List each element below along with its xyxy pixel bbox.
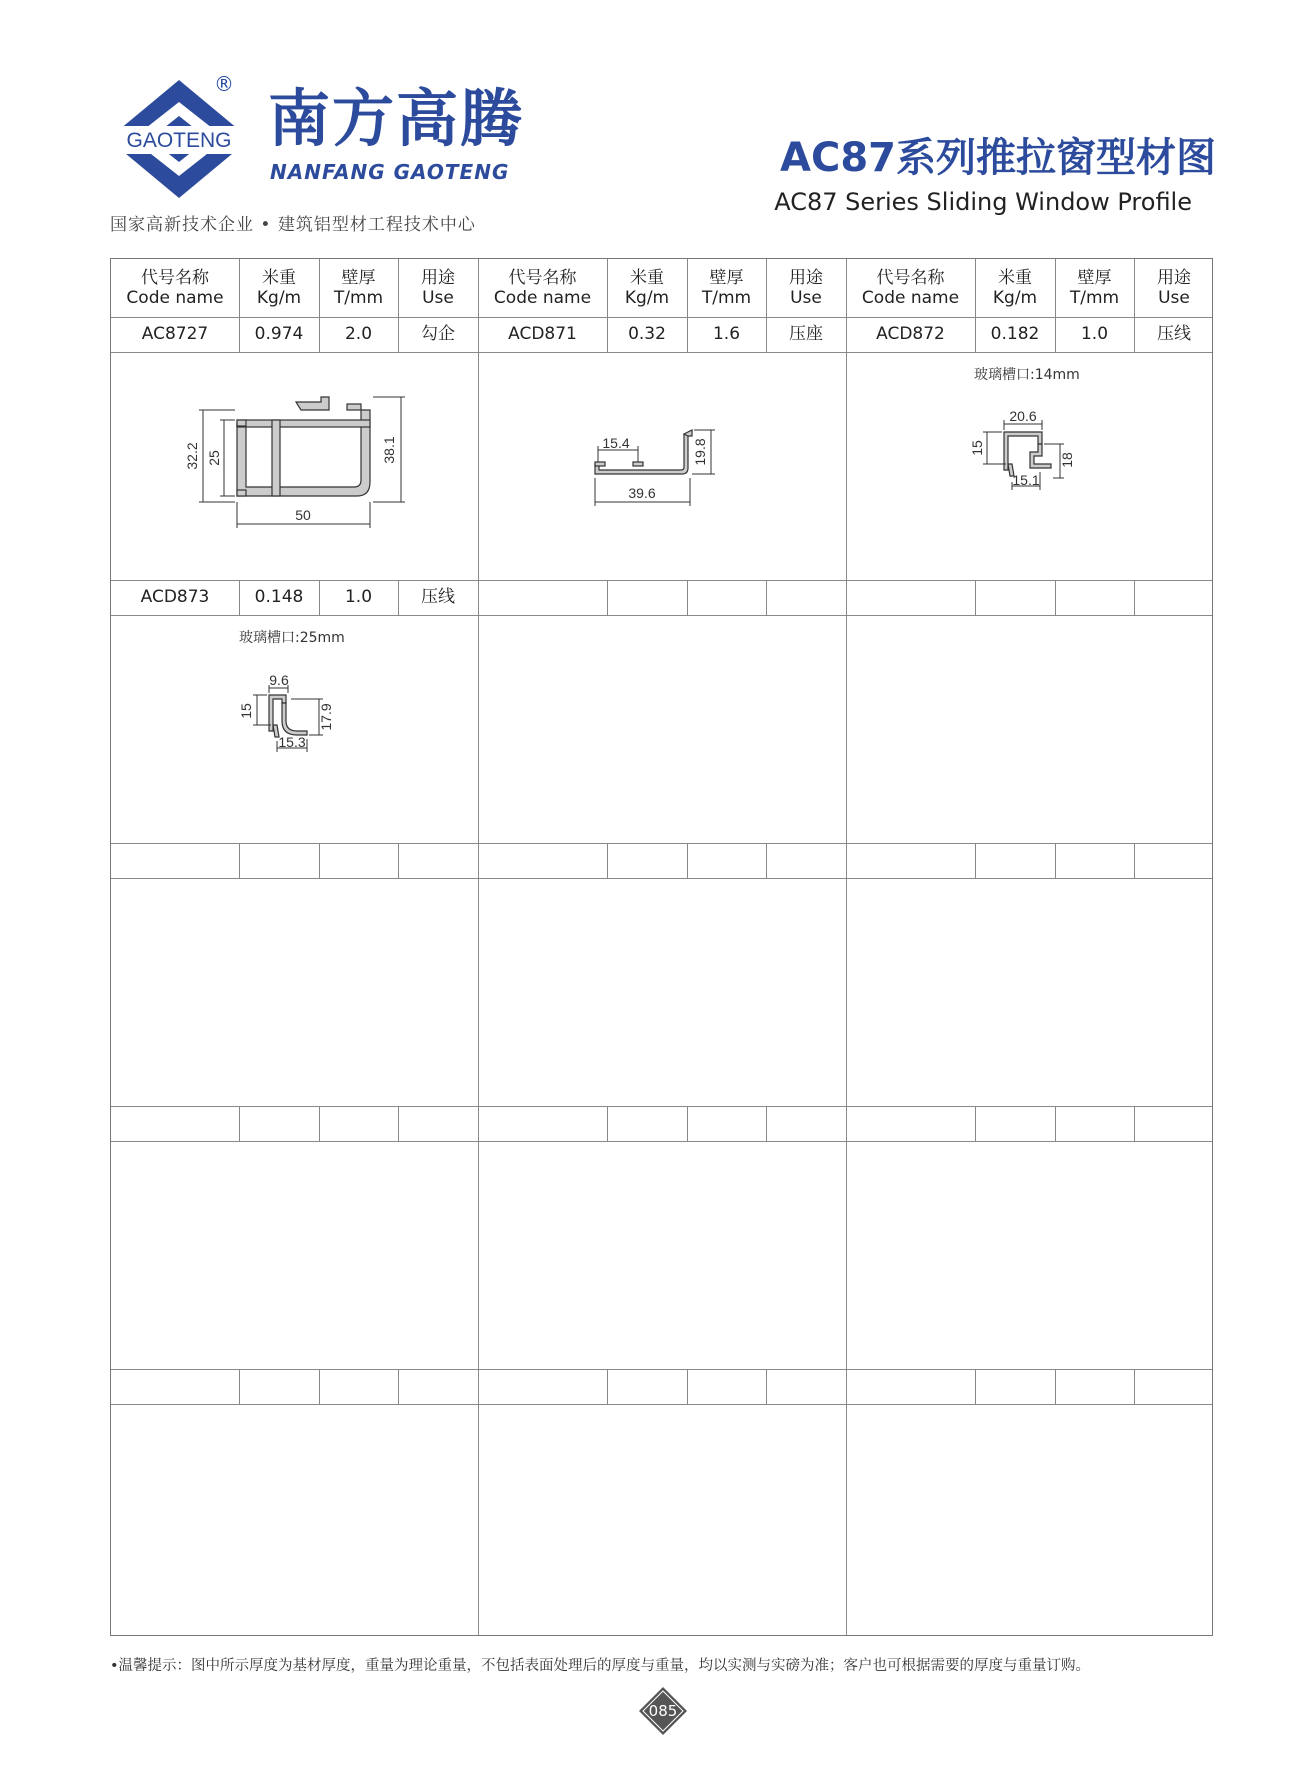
profile-use: 压线 <box>421 587 455 608</box>
profile-drawing-ac8727 <box>111 352 478 580</box>
profile-weight: 0.148 <box>254 587 304 608</box>
profile-use: 压线 <box>1157 324 1191 345</box>
header-thickness: 壁厚 T/mm <box>1069 267 1120 308</box>
footnote: •温馨提示：图中所示厚度为基材厚度，重量为理论重量，不包括表面处理后的厚度与重量，均以实测与实磅为准；客户也可根据需要的厚度与重量订购。 <box>110 1658 1091 1674</box>
dim-h1: 15 <box>238 703 254 719</box>
profile-code: ACD873 <box>140 587 210 608</box>
header-thickness: 壁厚 T/mm <box>701 267 752 308</box>
dim-h2: 17.9 <box>318 703 334 731</box>
profile-code: AC8727 <box>141 324 209 345</box>
header-code: 代号名称 Code name <box>861 267 960 308</box>
profile-drawing-acd873 <box>111 615 478 843</box>
dim-bottom: 15.1 <box>1012 472 1040 488</box>
dim-top: 9.6 <box>269 672 289 688</box>
profile-weight: 0.32 <box>628 324 666 345</box>
profile-weight: 0.182 <box>990 324 1040 345</box>
profile-drawing-acd872 <box>846 352 1214 580</box>
header-weight: 米重 Kg/m <box>256 267 302 308</box>
brand-name-cn: 南方高腾 <box>268 82 525 155</box>
page-number-badge <box>638 1686 688 1736</box>
dim-h1: 32.2 <box>184 442 200 470</box>
header-code: 代号名称 Code name <box>493 267 592 308</box>
dim-w: 50 <box>295 507 311 523</box>
dim-w1: 15.4 <box>602 435 630 451</box>
header-weight: 米重 Kg/m <box>992 267 1038 308</box>
profile-table <box>110 258 1213 1636</box>
profile-code: ACD871 <box>508 324 577 345</box>
profile-use: 压座 <box>789 324 823 345</box>
page-number: 085 <box>648 1702 678 1720</box>
profile-weight: 0.974 <box>254 324 304 345</box>
profile-code: ACD872 <box>876 324 945 345</box>
profile-drawing-acd871 <box>478 352 846 580</box>
acd872-section-icon <box>846 352 1214 580</box>
company-tagline: 国家高新技术企业 • 建筑铝型材工程技术中心 <box>110 215 476 235</box>
profile-thickness: 2.0 <box>344 324 373 345</box>
header-weight: 米重 Kg/m <box>624 267 670 308</box>
logo-text: GAOTENG <box>126 129 232 152</box>
ac8727-section-icon <box>111 352 478 580</box>
profile-use: 勾企 <box>421 324 455 345</box>
brand-name-en: NANFANG GAOTENG <box>270 160 510 184</box>
acd871-section-icon <box>478 352 846 580</box>
glass-slot-note: 玻璃槽口:25mm <box>239 630 345 646</box>
dim-h: 19.8 <box>692 438 708 466</box>
dim-top: 20.6 <box>1009 408 1037 424</box>
page-title-cn: AC87系列推拉窗型材图 <box>780 135 1216 181</box>
dim-bottom: 15.3 <box>278 734 306 750</box>
dim-h2: 25 <box>206 450 222 466</box>
header-use: 用途 Use <box>421 267 455 308</box>
page-title-en: AC87 Series Sliding Window Profile <box>774 188 1192 216</box>
registered-mark: ® <box>214 72 234 96</box>
header-thickness: 壁厚 T/mm <box>333 267 384 308</box>
dim-h1: 15 <box>969 440 985 456</box>
dim-h2: 18 <box>1059 452 1075 468</box>
acd873-section-icon <box>111 615 478 843</box>
profile-thickness: 1.0 <box>344 587 373 608</box>
glass-slot-note: 玻璃槽口:14mm <box>974 367 1080 383</box>
header-code: 代号名称 Code name <box>126 267 224 308</box>
dim-h3: 38.1 <box>381 436 397 464</box>
header-use: 用途 Use <box>1157 267 1191 308</box>
profile-thickness: 1.6 <box>712 324 741 345</box>
profile-thickness: 1.0 <box>1080 324 1109 345</box>
header-use: 用途 Use <box>789 267 823 308</box>
dim-w: 39.6 <box>628 485 656 501</box>
